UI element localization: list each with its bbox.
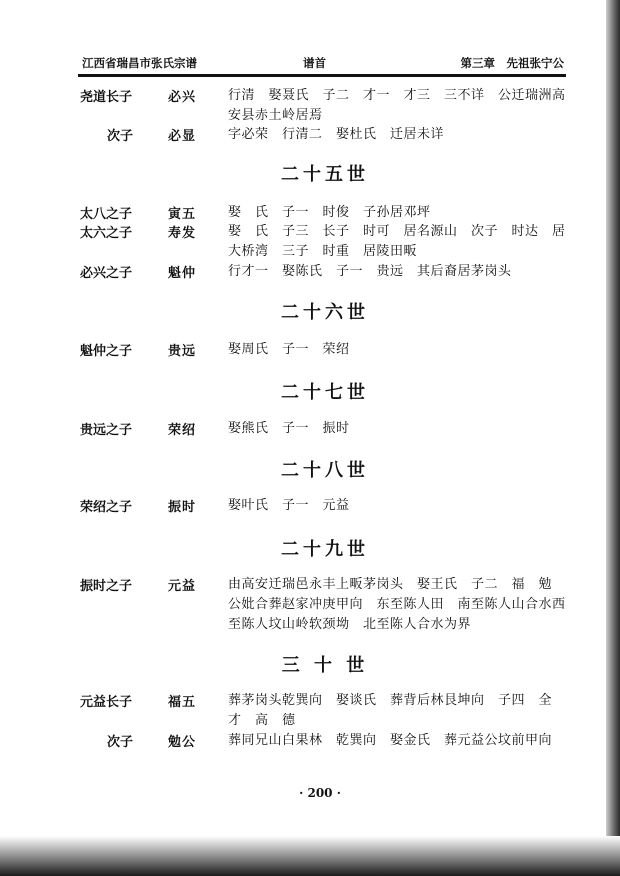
entry-description: 行才一 娶陈氏 子一 贵远 其后裔居茅岗头 xyxy=(228,264,512,279)
entry-name: 元益 xyxy=(168,579,197,594)
entry-relation: 次子 xyxy=(107,735,134,750)
entry-description: 娶 氏 子三 长子 时可 居名源山 次子 时达 居大桥湾 三子 时重 居陵田畈 xyxy=(228,224,566,259)
entry-description: 娶叶氏 子一 元益 xyxy=(228,498,350,513)
entry-relation: 太六之子 xyxy=(80,226,133,241)
header-divider xyxy=(78,74,566,77)
entry-name: 贵远 xyxy=(168,344,197,359)
entry-description: 葬茅岗头乾巽向 娶谈氏 葬背后林艮坤向 子四 全 才 高 德 xyxy=(228,693,566,728)
generation-heading: 二十六世 xyxy=(281,302,369,323)
entry-relation: 必兴之子 xyxy=(80,266,133,281)
generation-heading: 二十八世 xyxy=(281,460,369,481)
entry-name: 魁仲 xyxy=(168,266,197,281)
page-number: · 200 · xyxy=(299,786,341,800)
entry-description: 葬同兄山白果林 乾巽向 娶金氏 葬元益公坟前甲向 xyxy=(228,733,553,748)
entry-description: 由高安迁瑞邑永丰上畈茅岗头 娶王氏 子二 福 勉 公妣合葬赵家冲庚甲向 东至陈人田 南至陈人山合水西至陈人坟山岭软颈坳 北至陈人合水为界 xyxy=(228,577,566,632)
entry-name: 振时 xyxy=(168,500,197,515)
entry-name: 寅五 xyxy=(168,207,197,222)
entry-description: 娶 氏 子一 时俊 子孙居邓坪 xyxy=(228,205,431,220)
generation-heading: 二十五世 xyxy=(281,164,369,185)
entry-name: 寿发 xyxy=(168,226,197,241)
entry-name: 勉公 xyxy=(168,735,197,750)
entry-name: 必兴 xyxy=(168,90,197,105)
running-header xyxy=(78,55,566,73)
entry-name: 福五 xyxy=(168,695,197,710)
entry-relation: 振时之子 xyxy=(80,579,133,594)
entry-name: 必显 xyxy=(168,129,197,144)
header-section: 谱首 xyxy=(303,56,326,70)
generation-heading: 三 十 世 xyxy=(281,655,369,676)
entry-description: 行清 娶聂氏 子二 才一 才三 三不详 公迁瑞洲高安县赤土岭居焉 xyxy=(228,88,566,123)
entry-name: 荣绍 xyxy=(168,423,197,438)
scan-edge-right xyxy=(606,0,620,876)
entry-description: 娶周氏 子一 荣绍 xyxy=(228,342,350,357)
header-chapter: 第三章 先祖张宁公 xyxy=(460,56,564,70)
entry-relation: 尧道长子 xyxy=(80,90,133,105)
entry-relation: 荣绍之子 xyxy=(80,500,133,515)
entry-relation: 魁仲之子 xyxy=(80,344,133,359)
generation-heading: 二十七世 xyxy=(281,382,369,403)
entry-description: 娶熊氏 子一 振时 xyxy=(228,421,350,436)
entry-relation: 太八之子 xyxy=(80,207,133,222)
entry-description: 字必荣 行清二 娶杜氏 迁居未详 xyxy=(228,127,445,142)
header-book-title: 江西省瑞昌市张氏宗谱 xyxy=(82,56,197,70)
entry-relation: 贵远之子 xyxy=(80,423,133,438)
entry-relation: 次子 xyxy=(107,129,134,144)
generation-heading: 二十九世 xyxy=(281,539,369,560)
entry-relation: 元益长子 xyxy=(80,695,133,710)
scan-edge-bottom xyxy=(0,836,620,876)
